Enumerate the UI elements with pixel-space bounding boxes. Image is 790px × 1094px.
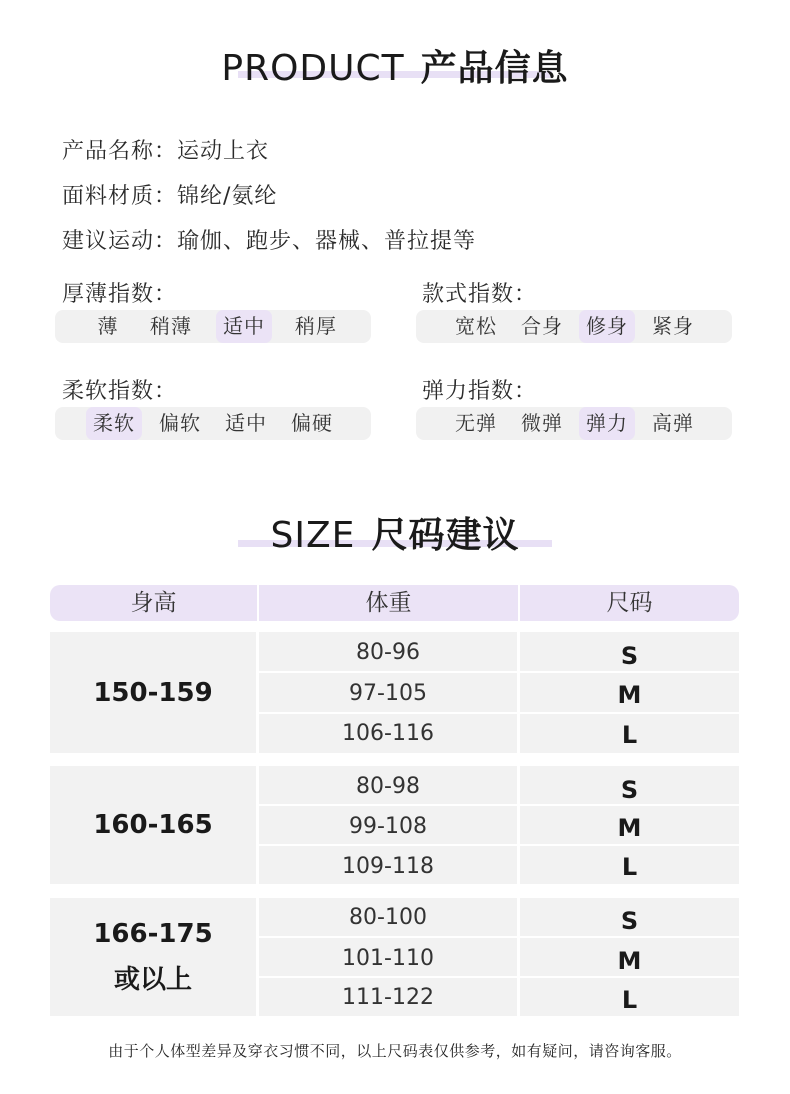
size-table-header xyxy=(50,585,739,621)
style-index-label: 款式指数： xyxy=(422,282,538,307)
size-cell: S xyxy=(520,766,739,804)
header-size: 尺码 xyxy=(606,590,653,616)
scale-option: 紧身 xyxy=(652,314,694,338)
size-cell: L xyxy=(520,846,739,884)
size-group xyxy=(50,898,739,1016)
height-cell xyxy=(50,898,256,1016)
size-cell: L xyxy=(520,714,739,753)
header-weight: 体重 xyxy=(365,590,412,616)
thickness-index-label: 厚薄指数： xyxy=(62,282,178,307)
scale-option: 微弹 xyxy=(521,411,563,435)
height-range: 160-165 xyxy=(93,810,213,840)
size-cell: M xyxy=(520,806,739,844)
scale-option: 稍薄 xyxy=(150,314,192,338)
weight-cell: 80-96 xyxy=(259,632,517,671)
scale-option: 适中 xyxy=(225,411,267,435)
elasticity-index-label: 弹力指数： xyxy=(422,379,538,404)
header-height: 身高 xyxy=(130,590,177,616)
info-label: 面料材质： xyxy=(62,184,178,209)
height-range-suffix: 或以上 xyxy=(113,965,192,995)
softness-scale xyxy=(55,407,371,440)
info-label: 产品名称： xyxy=(62,139,178,164)
scale-option-selected: 适中 xyxy=(216,310,272,343)
height-range: 166-175 xyxy=(93,919,213,949)
scale-option: 偏软 xyxy=(159,411,201,435)
scale-option-selected: 柔软 xyxy=(86,407,142,440)
weight-cell: 97-105 xyxy=(259,673,517,712)
scale-option: 偏硬 xyxy=(291,411,333,435)
size-cell: S xyxy=(520,632,739,671)
weight-cell: 80-100 xyxy=(259,898,517,936)
height-cell xyxy=(50,766,256,884)
size-cell: M xyxy=(520,938,739,976)
size-group xyxy=(50,766,739,884)
info-value: 瑜伽、跑步、器械、普拉提等 xyxy=(177,229,477,254)
height-cell xyxy=(50,632,256,753)
size-cell: S xyxy=(520,898,739,936)
info-recommended-sports xyxy=(62,224,476,255)
size-disclaimer: 由于个人体型差异及穿衣习惯不同，以上尺码表仅供参考，如有疑问，请咨询客服。 xyxy=(108,1042,682,1060)
info-label: 建议运动： xyxy=(62,229,178,254)
scale-option: 宽松 xyxy=(455,314,497,338)
product-title-en: PRODUCT xyxy=(221,48,405,89)
weight-cell: 106-116 xyxy=(259,714,517,753)
scale-option-selected: 弹力 xyxy=(579,407,635,440)
scale-option-selected: 修身 xyxy=(579,310,635,343)
weight-cell: 101-110 xyxy=(259,938,517,976)
product-title-cn: 产品信息 xyxy=(420,48,569,89)
info-value: 锦纶/氨纶 xyxy=(177,184,278,209)
info-material xyxy=(62,179,277,210)
info-value: 运动上衣 xyxy=(177,139,270,164)
size-cell: M xyxy=(520,673,739,712)
size-title-cn: 尺码建议 xyxy=(371,515,520,556)
scale-option: 稍厚 xyxy=(295,314,337,338)
info-product-name xyxy=(62,134,269,165)
height-range: 150-159 xyxy=(93,677,213,708)
scale-option: 合身 xyxy=(521,314,563,338)
softness-index-label: 柔软指数： xyxy=(62,379,178,404)
scale-option: 薄 xyxy=(97,314,119,338)
size-section-title xyxy=(0,507,790,558)
scale-option: 高弹 xyxy=(652,411,694,435)
size-cell: L xyxy=(520,978,739,1016)
size-title-en: SIZE xyxy=(270,515,356,556)
weight-cell: 109-118 xyxy=(259,846,517,884)
product-section-title xyxy=(0,40,790,91)
weight-cell: 99-108 xyxy=(259,806,517,844)
size-group xyxy=(50,632,739,753)
scale-option: 无弹 xyxy=(455,411,497,435)
weight-cell: 80-98 xyxy=(259,766,517,804)
style-scale xyxy=(416,310,732,343)
weight-cell: 111-122 xyxy=(259,978,517,1016)
elasticity-scale xyxy=(416,407,732,440)
thickness-scale xyxy=(55,310,371,343)
